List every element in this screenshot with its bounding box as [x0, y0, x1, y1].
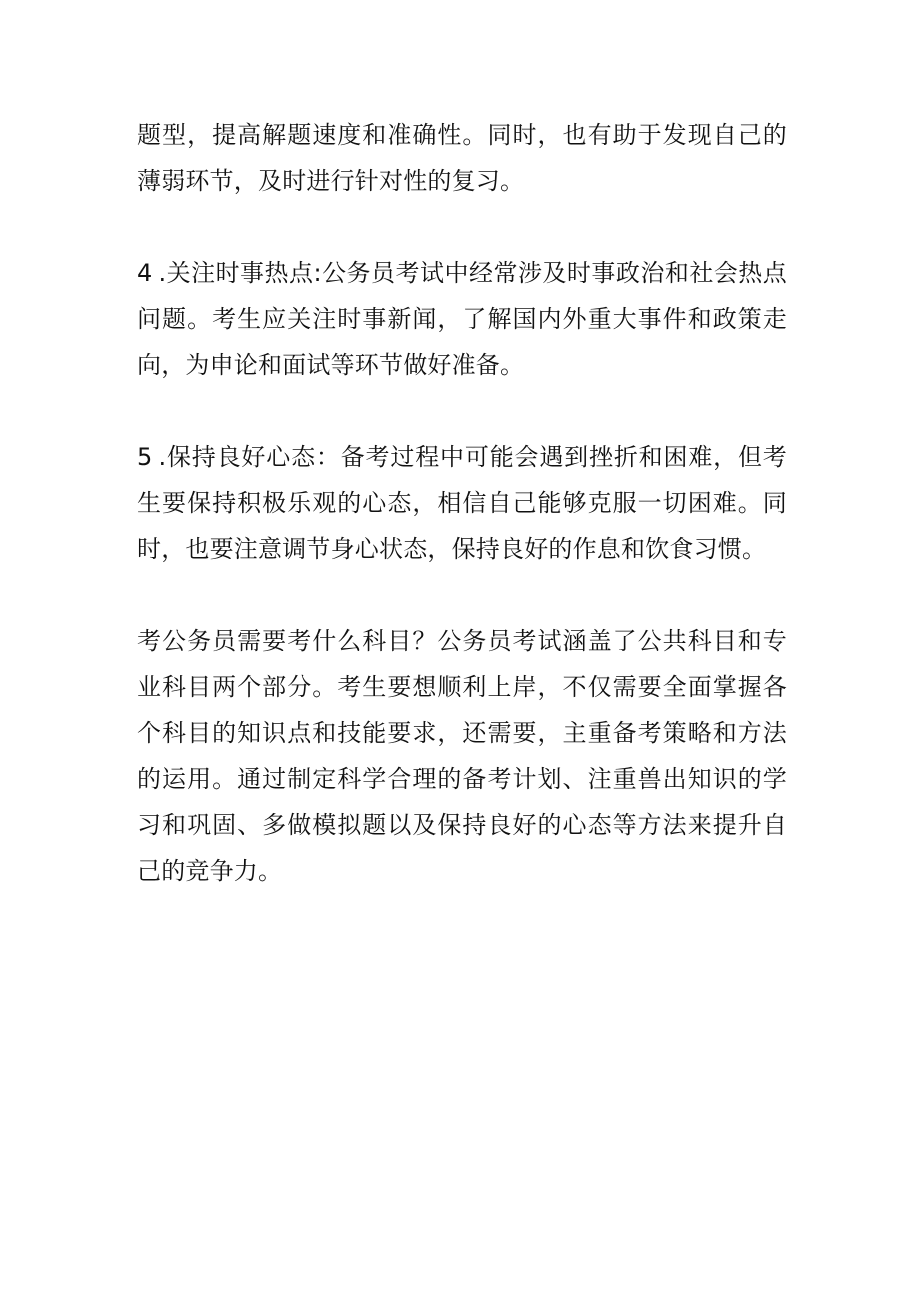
paragraph-text: 题型，提高解题速度和准确性。同时，也有助于发现自己的薄弱环节，及时进行针对性的复习。 — [137, 121, 787, 195]
document-body — [137, 112, 787, 894]
paragraph-text: .关注时事热点:公务员考试中经常涉及时事政治和社会热点问题。考生应关注时事新闻，了解国内外重大事件和政策走向，为申论和面试等环节做好准备。 — [137, 259, 787, 379]
paragraph-item-4 — [137, 250, 787, 388]
paragraph-summary — [137, 618, 787, 894]
item-number: 5 — [137, 443, 153, 471]
paragraph-text: .保持良好心态：备考过程中可能会遇到挫折和困难，但考生要保持积极乐观的心态，相信自己能够克服一切困难。同时，也要注意调节身心状态，保持良好的作息和饮食习惯。 — [137, 443, 787, 563]
item-number: 4 — [137, 259, 153, 287]
paragraph-continuation — [137, 112, 787, 204]
paragraph-text: 考公务员需要考什么科目？公务员考试涵盖了公共科目和专业科目两个部分。考生要想顺利上岸，不仅需要全面掌握各个科目的知识点和技能要求，还需要，主重备考策略和方法的运用。通过制定科学合理的备考计划、注重兽出知识的学习和巩固、多做模拟题以及保持良好的心态等方法来提升自己的竞争力。 — [137, 627, 787, 885]
paragraph-item-5 — [137, 434, 787, 572]
